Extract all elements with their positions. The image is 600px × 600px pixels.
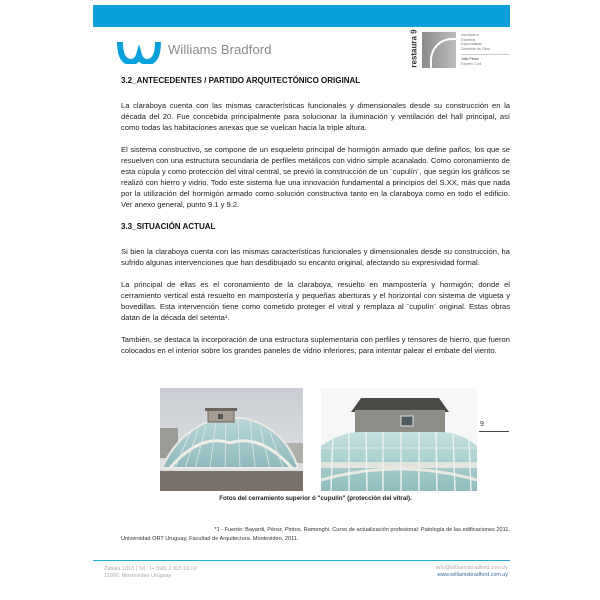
paragraph: El sistema constructivo, se compone de un esqueleto principal de hormigón armado que define paños, los que se resuelven con una estructura secundaria de perfiles metálicos con vidrio simple acanalado. Como coronamiento de esta cúpula y como protección del vitral central, se previó la construcción de un ¨cupulín¨, que según los gráficos se realizó con hierro y vidrio. Todo este sistema fue una innovación fundamental a principios del S.XX, más que nada por la utilización del hormigón armado como solución constructiva tanto en la claraboya como en todo el edificio. Ver anexo general, punto 9.1 y 9.2.	[121, 145, 510, 209]
partner-info: Asociado a Expertos Especialistas Dirección de Obra Julio Pérez Experto Civil	[461, 33, 509, 67]
paragraph: La claraboya cuenta con las mismas características funcionales y dimensionales desde su construcción en la década del 20. Fue concebida principalmente para solucionar la iluminación y ventilación del hall principal, así como todas las habitaciones anexas que se vuelcan hacia la triple altura.	[121, 101, 510, 132]
page-number-rule	[479, 431, 509, 432]
page-number: 9	[480, 421, 484, 428]
section-heading: 3.3_SITUACIÓN ACTUAL	[121, 222, 216, 231]
footer-website-link[interactable]: www.williamsbradford.com.uy	[437, 572, 508, 578]
paragraph: Si bien la claraboya cuenta con las mismas características funcionales y dimensionales desde su construcción, ha sufrido algunas intervenciones que han desdibujado su encanto original, afectando su expresividad formal.	[121, 247, 510, 267]
paragraph: La principal de ellas es el coronamiento de la claraboya, resuelto en mampostería y hormigón; donde el cerramiento vertical está resuelto en mampostería y pequeñas aberturas y el horizontal con sistema de vigueta y bovedillas. Esta intervención tiene como cometido proteger el vitral y remplaza al ¨cupulín¨ original. Estas obras datan de la década del setenta¹.	[121, 280, 510, 322]
header-color-bar	[93, 5, 510, 27]
restaura-logo-icon	[422, 32, 456, 68]
photo-caption: Fotos del cerramiento superior ó "cupulín" (protección del vitral).	[219, 495, 412, 502]
document-body	[121, 75, 510, 367]
footer-contact	[436, 565, 508, 579]
footnote	[121, 526, 510, 544]
footnote-line: Universidad ORT Uruguay, Facultad de Arquitectura. Montevideo, 2011.	[121, 536, 299, 542]
restaura-label: restaura 9	[409, 29, 419, 68]
footer-email[interactable]: info@williamsbradford.com.uy	[436, 565, 508, 571]
williams-bradford-logo-icon	[117, 40, 161, 64]
skylight-dome-photo-2	[321, 388, 477, 491]
footnote-line: *1 - Fuente: Bayardi, Pérez, Pintos, Ramenghi. Curso de actualización profesional: Patología de las edificaciones 2011.	[214, 527, 510, 533]
skylight-dome-photo-1	[160, 388, 303, 491]
footer-rule	[93, 560, 510, 561]
brand-name: Williams Bradford	[168, 42, 272, 57]
photo-gallery	[160, 388, 500, 491]
section-heading: 3.2_ANTECEDENTES / PARTIDO ARQUITECTÓNICO ORIGINAL	[121, 76, 361, 85]
footer-address: Zabala 1313 | Tel.: (+ 598) 2 915 03 02 11000, Montevideo Uruguay	[104, 566, 197, 579]
paragraph: También, se destaca la incorporación de una estructura suplementaria con perfiles y tensores de hierro, que fueron colocados en el interior sobre los grandes paneles de vidrio inferiores, para intentar palear el embate del viento.	[121, 335, 510, 355]
